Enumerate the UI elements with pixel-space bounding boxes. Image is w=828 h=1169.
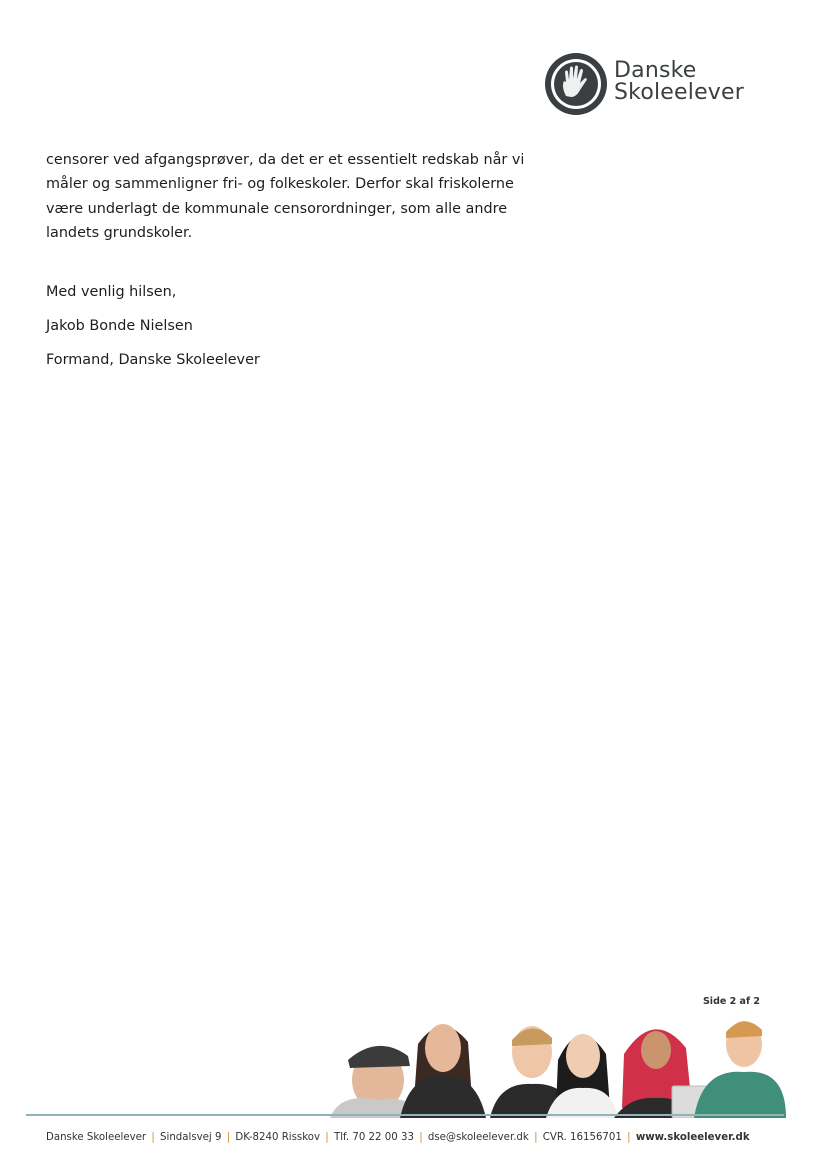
footer-separator: | [226,1132,231,1143]
closing-greeting: Med venlig hilsen, [46,284,177,300]
logo-line-2: Skoleelever [614,80,745,105]
student-figure [694,1021,786,1118]
footer-separator: | [419,1132,423,1143]
letter-body [46,148,546,246]
footer-website[interactable]: www.skoleelever.dk [635,1132,750,1143]
footer-cvr: CVR. 16156701 [542,1132,622,1143]
student-figure [546,1034,618,1118]
footer-city: DK-8240 Risskov [235,1132,321,1143]
footer-contact [46,1132,786,1143]
footer-divider [26,1114,784,1116]
footer-email[interactable]: dse@skoleelever.dk [427,1132,529,1143]
footer-phone: Tlf. 70 22 00 33 [333,1132,414,1143]
footer-separator: | [151,1132,155,1143]
page-number: Side 2 af 2 [702,996,760,1007]
body-paragraph: censorer ved afgangsprøver, da det er et essentielt redskab når vi måler og sammenligner fri- og folkeskoler. Derfor skal friskolerne være underlagt de kommunale censorordninger, som alle andre landets grundskoler. [46,152,525,242]
signatory-title: Formand, Danske Skoleelever [46,352,260,368]
signatory-name: Jakob Bonde Nielsen [46,318,193,334]
organization-logo [544,52,764,118]
students-illustration [300,1004,790,1118]
hand-logo-icon [544,52,608,116]
footer-org: Danske Skoleelever [46,1132,147,1143]
student-figure [400,1024,486,1118]
footer-separator: | [627,1132,631,1143]
footer-separator: | [325,1132,329,1143]
footer-separator: | [534,1132,538,1143]
logo-wordmark [614,60,744,104]
logo-line-1: Danske [614,58,697,83]
letter-closing [46,282,260,384]
footer-street: Sindalsvej 9 [160,1132,222,1143]
